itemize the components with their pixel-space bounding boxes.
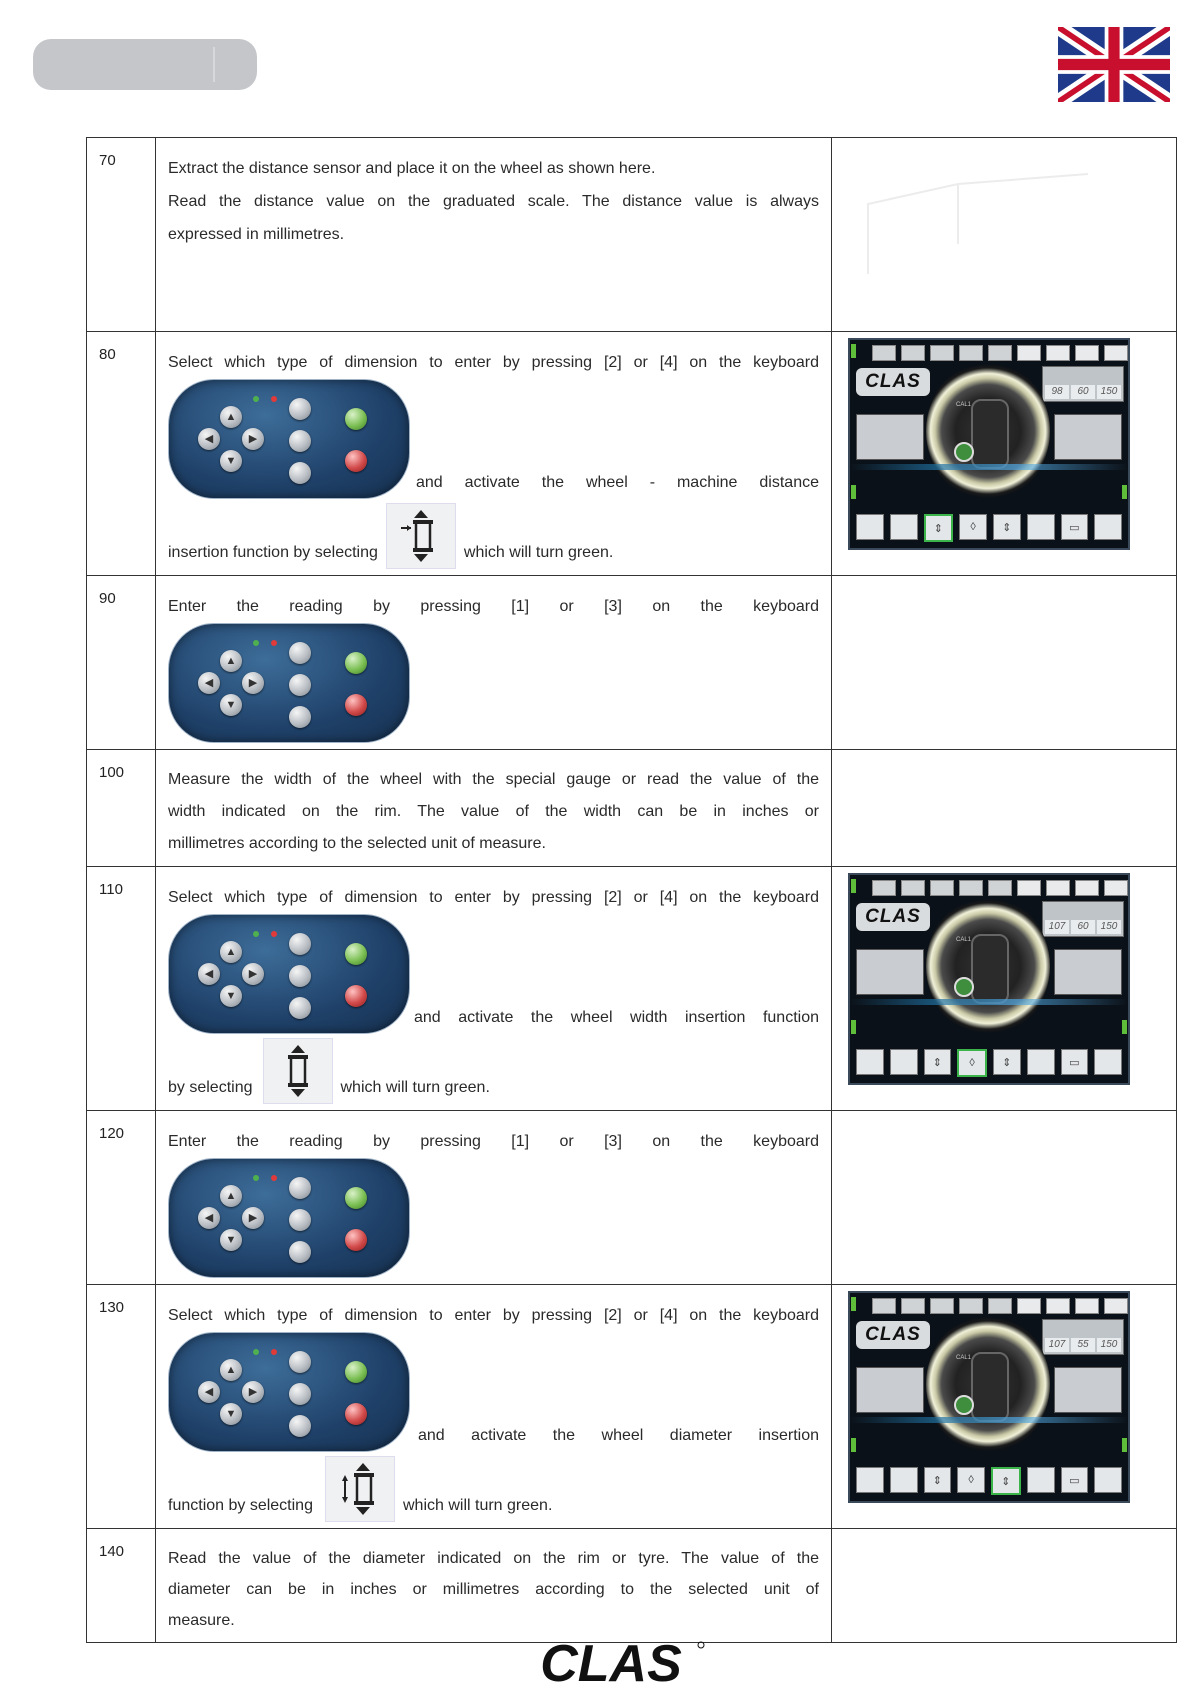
step-line: Select which type of dimension to enter by pressing [2] or [4] on the keyboard xyxy=(168,354,819,371)
wheel-graphic: CAL1 xyxy=(926,362,1050,500)
left-key-icon: ◀ xyxy=(198,1381,220,1403)
readings-panel: 107 55 150 xyxy=(1042,1319,1124,1355)
step-image-cell xyxy=(832,576,1177,750)
step-line: Measure the width of the wheel with the special gauge or read the value of the xyxy=(168,771,819,788)
up-key-icon: ▲ xyxy=(220,1185,242,1207)
diameter-selector-icon xyxy=(325,1456,395,1522)
down-key-icon: ▼ xyxy=(220,1229,242,1251)
down-key-icon: ▼ xyxy=(220,1403,242,1425)
step-image-cell xyxy=(832,867,1177,1111)
step-number: 120 xyxy=(87,1111,156,1285)
distance-sensor-illustration xyxy=(848,144,1126,294)
start-key-icon xyxy=(345,408,367,430)
right-key-icon: ▶ xyxy=(242,672,264,694)
step-image-cell xyxy=(832,750,1177,867)
table-row xyxy=(87,576,1177,750)
right-key-icon: ▶ xyxy=(242,428,264,450)
step-image-cell xyxy=(832,1285,1177,1529)
step-line: expressed in millimetres. xyxy=(168,226,345,243)
step-number: 80 xyxy=(87,332,156,576)
step-line: diameter can be in inches or millimetres according to the selected unit of xyxy=(168,1581,819,1598)
screen-logo: CLAS xyxy=(856,368,930,396)
select-row xyxy=(168,1038,819,1104)
step-image-cell xyxy=(832,138,1177,332)
step-text xyxy=(156,332,832,576)
keypad-image xyxy=(168,623,410,743)
step-line: function by selecting xyxy=(168,1497,313,1514)
left-key-icon: ◀ xyxy=(198,963,220,985)
up-key-icon: ▲ xyxy=(220,406,242,428)
step-line: Extract the distance sensor and place it on the wheel as shown here. xyxy=(168,160,656,177)
step-line: Select which type of dimension to enter by pressing [2] or [4] on the keyboard xyxy=(168,889,819,906)
readings-panel: 107 60 150 xyxy=(1042,901,1124,937)
keypad-image xyxy=(168,379,410,499)
machine-screen: CLAS 107 55 150 CAL1 ⇕ ◊ ⇕ ▭ xyxy=(848,1291,1130,1503)
step-line: which will turn green. xyxy=(340,1079,490,1096)
function-key-icon xyxy=(289,430,311,452)
table-row xyxy=(87,750,1177,867)
step-line: and activate the wheel width insertion function xyxy=(414,1009,819,1026)
step-number: 90 xyxy=(87,576,156,750)
step-number: 100 xyxy=(87,750,156,867)
header-tab xyxy=(33,39,257,90)
table-row xyxy=(87,867,1177,1111)
step-line: Enter the reading by pressing [1] or [3] on the keyboard xyxy=(168,598,819,615)
keypad-row xyxy=(168,623,819,743)
step-image-cell xyxy=(832,332,1177,576)
table-row xyxy=(87,1285,1177,1529)
step-line: millimetres according to the selected unit of measure. xyxy=(168,835,546,852)
step-text xyxy=(156,576,832,750)
step-line: Read the distance value on the graduated scale. The distance value is always xyxy=(168,193,819,210)
table-row xyxy=(87,332,1177,576)
step-number: 140 xyxy=(87,1529,156,1643)
step-image-cell xyxy=(832,1529,1177,1643)
width-selector-icon xyxy=(263,1038,333,1104)
step-line: which will turn green. xyxy=(463,544,614,561)
right-key-icon: ▶ xyxy=(242,1207,264,1229)
keypad-image xyxy=(168,1158,410,1278)
step-text xyxy=(156,750,832,867)
step-line: which will turn green. xyxy=(402,1497,553,1514)
keypad-row xyxy=(168,1158,819,1278)
step-text xyxy=(156,1285,832,1529)
stop-red-key-icon xyxy=(345,450,367,472)
up-key-icon: ▲ xyxy=(220,650,242,672)
keypad-row xyxy=(168,379,819,499)
wheel-graphic: CAL1 xyxy=(926,1315,1050,1453)
step-number: 130 xyxy=(87,1285,156,1529)
right-key-icon: ▶ xyxy=(242,1381,264,1403)
down-key-icon: ▼ xyxy=(220,450,242,472)
step-text xyxy=(156,1529,832,1643)
step-line: width indicated on the rim. The value of the width can be in inches or xyxy=(168,803,819,820)
select-row xyxy=(168,503,819,569)
step-text xyxy=(156,1111,832,1285)
keypad-image xyxy=(168,1332,410,1452)
led-red xyxy=(271,396,277,402)
table-row xyxy=(87,138,1177,332)
function-key-icon xyxy=(289,462,311,484)
step-line: insertion function by selecting xyxy=(168,544,378,561)
step-line: and activate the wheel diameter insertion xyxy=(418,1427,819,1444)
table-row xyxy=(87,1111,1177,1285)
step-line: Read the value of the diameter indicated on the rim or tyre. The value of the xyxy=(168,1550,819,1567)
left-key-icon: ◀ xyxy=(198,1207,220,1229)
step-number: 110 xyxy=(87,867,156,1111)
readings-panel: 98 60 150 xyxy=(1042,366,1124,402)
keypad-row xyxy=(168,914,819,1034)
right-key-icon: ▶ xyxy=(242,963,264,985)
up-key-icon: ▲ xyxy=(220,1359,242,1381)
left-key-icon: ◀ xyxy=(198,672,220,694)
footer-logo xyxy=(513,1639,710,1689)
left-key-icon: ◀ xyxy=(198,428,220,450)
select-row xyxy=(168,1456,819,1522)
wheel-graphic: CAL1 xyxy=(926,897,1050,1035)
up-key-icon: ▲ xyxy=(220,941,242,963)
step-image-cell xyxy=(832,1111,1177,1285)
step-line: measure. xyxy=(168,1612,235,1629)
step-line: by selecting xyxy=(168,1079,253,1096)
led-green xyxy=(253,396,259,402)
step-text xyxy=(156,867,832,1111)
stop-key-icon xyxy=(289,398,311,420)
step-text xyxy=(156,138,832,332)
step-line: and activate the wheel - machine distance xyxy=(416,474,819,491)
machine-screen: CLAS 98 60 150 CAL1 ⇕ ◊ ⇕ ▭ xyxy=(848,338,1130,550)
distance-selector-icon xyxy=(386,503,456,569)
step-number: 70 xyxy=(87,138,156,332)
keypad-image xyxy=(168,914,410,1034)
table-row xyxy=(87,1529,1177,1643)
screen-logo: CLAS xyxy=(856,1321,930,1349)
step-line: Enter the reading by pressing [1] or [3] on the keyboard xyxy=(168,1133,819,1150)
uk-flag-icon xyxy=(1058,27,1170,102)
machine-screen: CLAS 107 60 150 CAL1 ⇕ ◊ ⇕ ▭ xyxy=(848,873,1130,1085)
down-key-icon: ▼ xyxy=(220,985,242,1007)
screen-logo: CLAS xyxy=(856,903,930,931)
step-line: Select which type of dimension to enter by pressing [2] or [4] on the keyboard xyxy=(168,1307,819,1324)
down-key-icon: ▼ xyxy=(220,694,242,716)
footer-logo-text: CLAS xyxy=(540,1639,682,1689)
procedure-table xyxy=(86,137,1177,1643)
keypad-row xyxy=(168,1332,819,1452)
